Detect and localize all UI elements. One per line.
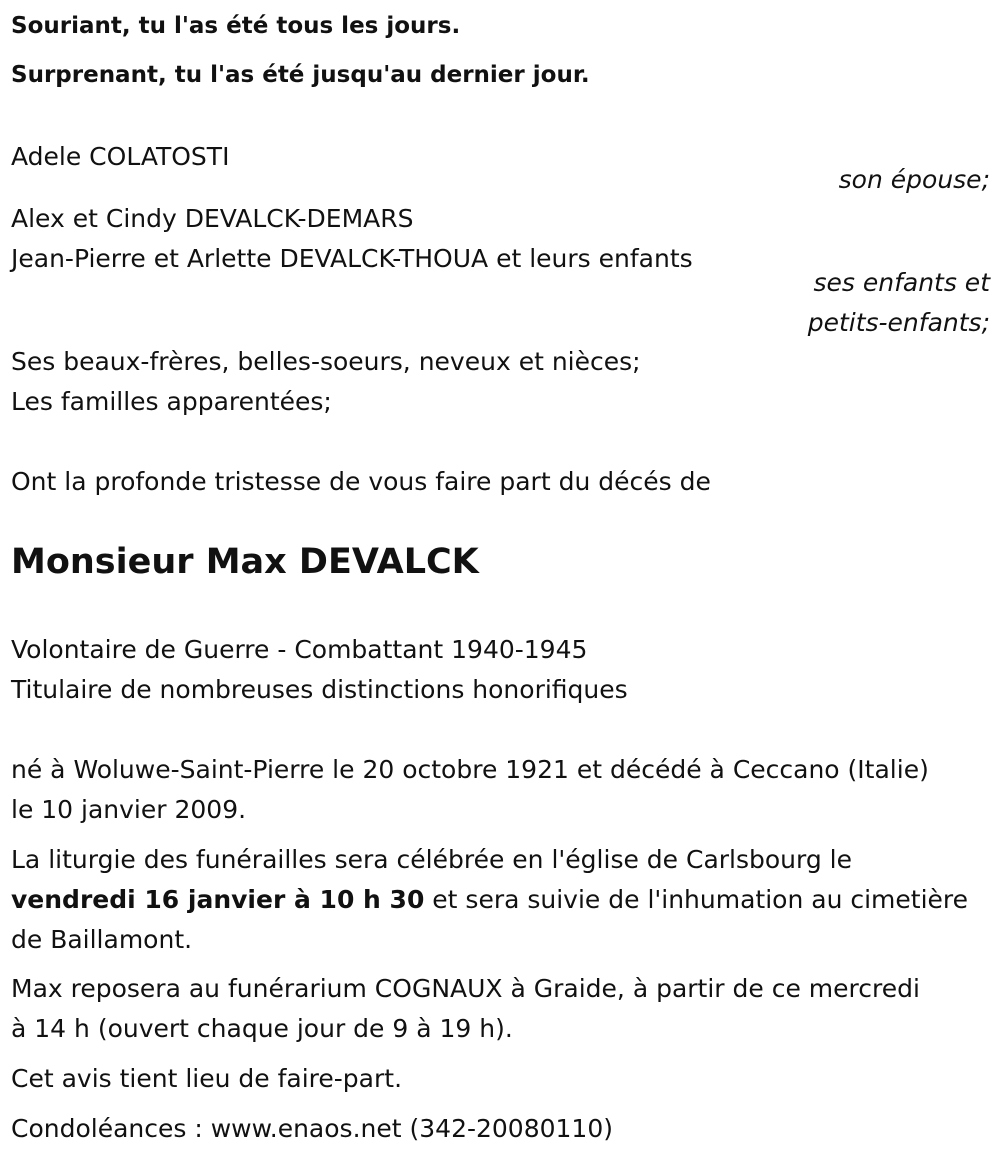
birth-death-line-2: le 10 janvier 2009.: [11, 795, 247, 824]
relatives-line: Ses beaux-frères, belles-soeurs, neveux et nièces;: [11, 347, 641, 376]
notice-text: Cet avis tient lieu de faire-part.: [11, 1064, 403, 1093]
funeral-line-3: de Baillamont.: [11, 925, 193, 954]
child-family-2: Jean-Pierre et Arlette DEVALCK-THOUA et leurs enfants: [11, 244, 693, 273]
spouse-name: Adele COLATOSTI: [11, 142, 230, 171]
motto-line-2: Surprenant, tu l'as été jusqu'au dernier jour.: [11, 62, 590, 88]
spouse-role: son épouse;: [838, 165, 990, 194]
deceased-name: Monsieur Max DEVALCK: [11, 542, 479, 582]
condolences-text: Condoléances : www.enaos.net (342-20080110): [11, 1114, 613, 1143]
title-line-2: Titulaire de nombreuses distinctions honorifiques: [11, 675, 628, 704]
funeral-line-1: La liturgie des funérailles sera célébrée en l'église de Carlsbourg le: [11, 845, 853, 874]
funeral-line-2-rest: et sera suivie de l'inhumation au cimetière: [424, 885, 969, 914]
children-role-line-2: petits-enfants;: [807, 308, 990, 337]
birth-death-line-1: né à Woluwe-Saint-Pierre le 20 octobre 1921 et décédé à Ceccano (Italie): [11, 755, 929, 784]
funeral-date: vendredi 16 janvier à 10 h 30: [11, 885, 425, 914]
child-family-1: Alex et Cindy DEVALCK-DEMARS: [11, 204, 414, 233]
families-line: Les familles apparentées;: [11, 387, 332, 416]
viewing-line-1: Max reposera au funérarium COGNAUX à Graide, à partir de ce mercredi: [11, 974, 920, 1003]
viewing-line-2: à 14 h (ouvert chaque jour de 9 à 19 h).: [11, 1014, 513, 1043]
announcement-text: Ont la profonde tristesse de vous faire part du décés de: [11, 467, 711, 496]
title-line-1: Volontaire de Guerre - Combattant 1940-1945: [11, 635, 588, 664]
children-role-line-1: ses enfants et: [813, 268, 990, 297]
funeral-line-2: [11, 887, 968, 912]
motto-line-1: Souriant, tu l'as été tous les jours.: [11, 13, 461, 39]
